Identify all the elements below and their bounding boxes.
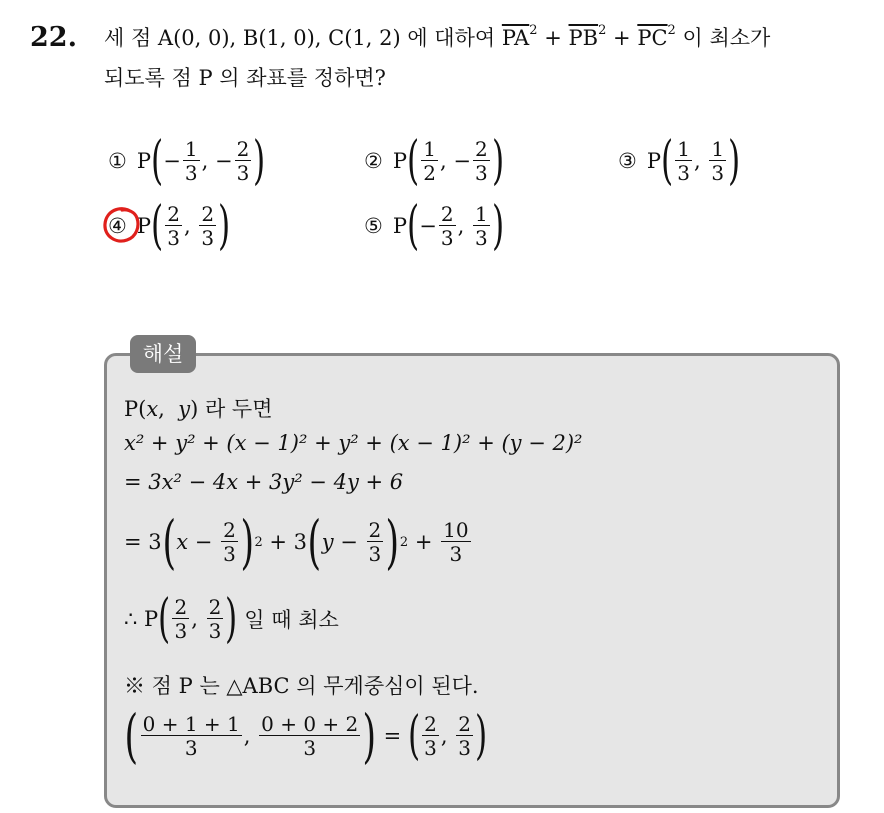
solution-line-7: ( $\frac{0 + 1 + 1}{3}$ , $\frac{0 + 0 + 2}{3}$ ) = ( $\frac{2}{3}$ , $\frac{2}{3}$ )	[124, 702, 488, 770]
fraction: $\frac{1}{3}$	[677, 137, 690, 185]
solution-tag: 해설	[130, 335, 196, 373]
fraction: $\frac{1}{2}$	[423, 137, 436, 185]
question-line-2: 되도록 점 P 의 좌표를 정하면?	[104, 66, 386, 90]
solution-line-5: ∴ P ( $\frac{2}{3}$ , $\frac{2}{3}$ ) 일 때 최소	[124, 589, 339, 649]
fraction: $\frac{2}{3}$	[167, 202, 180, 250]
segment-pb: $\overline{PB}$	[568, 26, 599, 50]
fraction: $\frac{2}{3}$	[201, 202, 215, 250]
choice-number-5: ⑤	[364, 214, 383, 238]
solution-line-6: ※ 점 P 는 △ABC 의 무게중심이 된다.	[124, 674, 479, 698]
solution-line-4: = 3 ( x − $\frac{2}{3}$ ) 2 + 3 ( y − $\frac{2}{3}$ ) 2 + $\frac{10}{3}$	[124, 508, 469, 576]
fraction: $\frac{2}{3}$	[474, 137, 488, 185]
choice-number-3: ③	[618, 149, 637, 173]
question-line-1: 세 점 A(0, 0), B(1, 0), C(1, 2) 에 대하여 $\overline{PA}^2 + \overline{PB}^2 + \overline{PC}^2$ 이 최소가	[104, 23, 771, 50]
choice-4[interactable]: ④ P ( $\frac{2}{3}$ , $\frac{2}{3}$ )	[108, 196, 231, 256]
answer-circle-mark	[100, 203, 144, 247]
choice-5[interactable]: ⑤ P ( − $\frac{2}{3}$ , $\frac{1}{3}$ )	[364, 196, 504, 256]
choice-number-2: ②	[364, 149, 383, 173]
segment-pc: $\overline{PC}$	[637, 26, 668, 50]
fraction: $\frac{2}{3}$	[440, 202, 454, 250]
solution-line-3: = 3x² − 4x + 3y² − 4y + 6	[124, 470, 404, 494]
segment-pa: $\overline{PA}$	[501, 26, 530, 50]
fraction: $\frac{1}{3}$	[184, 137, 198, 185]
choice-2[interactable]: ② P ( $\frac{1}{2}$ , − $\frac{2}{3}$ )	[364, 131, 504, 191]
choice-number-4: ④	[108, 214, 127, 238]
choice-3[interactable]: ③ P ( $\frac{1}{3}$ , $\frac{1}{3}$ )	[618, 131, 741, 191]
solution-line-1: P(x, y) 라 두면	[124, 397, 273, 421]
fraction: $\frac{1}{3}$	[711, 137, 725, 185]
fraction: $\frac{1}{3}$	[474, 202, 488, 250]
solution-line-2: x² + y² + (x − 1)² + y² + (x − 1)² + (y − 2)²	[124, 431, 583, 455]
choice-1[interactable]: ① P ( − $\frac{1}{3}$ , − $\frac{2}{3}$ )	[108, 131, 266, 191]
choice-number-1: ①	[108, 149, 127, 173]
fraction: $\frac{2}{3}$	[236, 137, 250, 185]
question-number: 22.	[30, 22, 77, 53]
